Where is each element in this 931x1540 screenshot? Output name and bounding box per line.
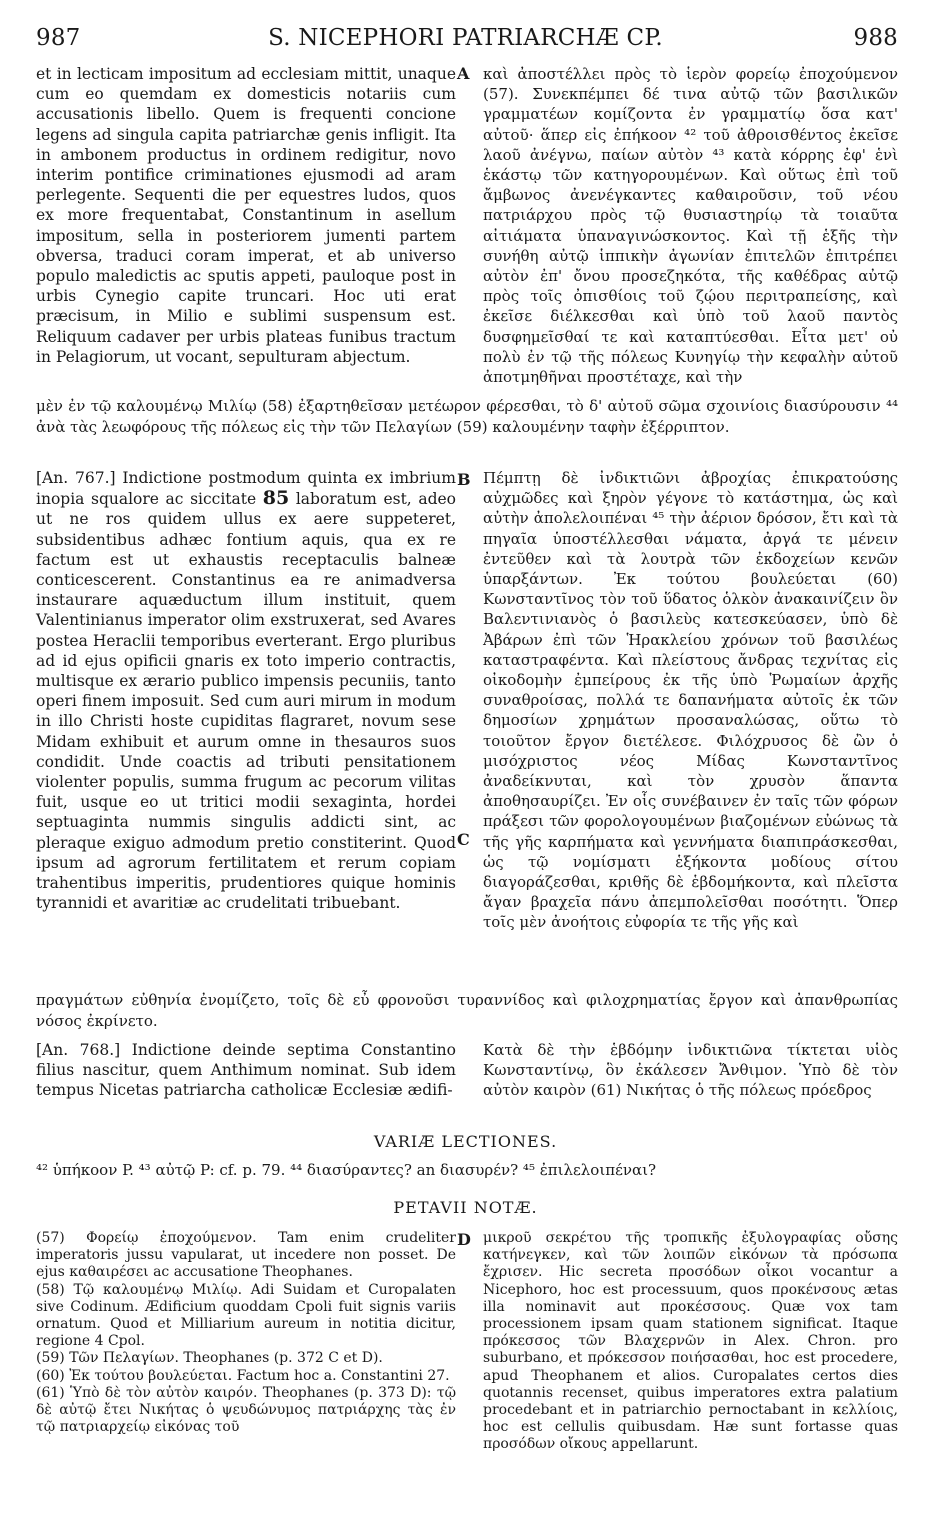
- column-number: 85: [262, 487, 290, 510]
- notes-left-column: [36, 1230, 456, 1436]
- latin-paragraph: [36, 468, 456, 913]
- marker-d: D: [457, 1230, 471, 1249]
- note-60: (60) Ἐκ τούτου βουλεύεται. Factum hoc a. Constantini 27.: [36, 1367, 450, 1384]
- latin-text: laboratum est, adeo ut ne ros quidem ullus ex aere suppeteret, subsidentibus adhæc fontium aquis, qua ex re factum est ut exhaustis receptaculis balneæ conticescerent. Constantinus ea re animadversa instaurare aquæductum illum instituit, quem Valentinianus imperator olim exstruxerat, sed Avares postea Heraclii temporibus everterant. Ergo pluribus ad id ejus opificii gnaris ex toto imperio contractis, multisque ex ærario publico impensis pecuniis, tanto operi finem imposuit. Sed cum auri mirum in modum in illo Christi hoste cupiditas flagraret, novum sese Midam exhibuit et aurum omne in thesauros suos condidit. Unde coactis ad tributi pensitationem violenter populis, summa frugum ac pecorum vilitas fuit, usque eo ut tritici modii sexaginta, hordei septuaginta nummis singulis addicti sint, ac pleraque exiguo admodum pretio constiterint. Quod ipsum ad agrorum fertilitatem et rerum copiam trahentibus imperitis, prudentiores quique hominis tyrannidi et avaritiæ ac crudelitati tribuebant.: [36, 490, 456, 913]
- latin-column-2: [36, 468, 456, 988]
- latin-column-3: [36, 1040, 456, 1101]
- latin-paragraph: et in lecticam impositum ad ecclesiam mittit, unaque cum eo quemdam ex domesticis notariis cum accusationis libello. Quem is frequenti concione legens ad singula capita patriarchæ genis infligit. Ita in ambonem productus in ordinem redigitur, novo interim pontifice criminationes ejusmodi ad aram perlegente. Sequenti die per equestres ludos, quos ex more frequentabat, Constantinum in asellum impositum, sella in posteriorem jumenti partem obversa, traduci coram imperat, et ab universo populo maledictis ac sputis appeti, pauloque post in urbis Cynegio capite truncari. Hoc uti erat præcisum, in Milio e sublimi suspensum est. Reliquum cadaver per urbis plateas funibus tractum in Pelagiorum, ut vocant, sepulturam abjectum.: [36, 65, 456, 366]
- variae-lectiones-line: ⁴² ὑπήκοον P. ⁴³ αὐτῷ P: cf. p. 79. ⁴⁴ διασύραντες? an διασυρέν? ⁴⁵ ἐπιλελοιπέναι?: [36, 1161, 657, 1179]
- greek-full-width-1: μὲν ἐν τῷ καλουμένῳ Μιλίῳ (58) ἐξαρτηθεῖσαν μετέωρον φέρεσθαι, τὸ δ' αὐτοῦ σῶμα σχοινίοις διασύρουσιν ⁴⁴ ἀνὰ τὰς λεωφόρους τῆς πόλεως εἰς τὴν τῶν Πελαγίων (59) καλουμένην ταφὴν ἐξέρριπτον.: [36, 397, 898, 436]
- note-59: (59) Τῶν Πελαγίων. Theophanes (p. 372 C et D).: [36, 1350, 383, 1367]
- latin-text: [An. 767.] Indictione postmodum quinta ex imbrium inopia squalore ac siccitate: [36, 469, 456, 509]
- running-title: S. NICEPHORI PATRIARCHÆ CP.: [268, 25, 663, 51]
- greek-paragraph: Πέμπτῃ δὲ ἰνδικτιῶνι ἀβροχίας ἐπικρατούσης αὐχμῶδες καὶ ξηρὸν γέγονε τὸ κατάστημα, ὡς καὶ αὐτὴν ἀπολελοιπέναι ⁴⁵ τὴν ἀέριον δρόσον, ἔτι καὶ τὰ πηγαῖα ὑποστέλλεσθαι νάματα, ἀργά τε μένειν ἐντεῦθεν καὶ τὰ λουτρὰ τῶν ἐκδοχείων κενῶν ὑπαρξάντων. Ἐκ τούτου βουλεύεται (60) Κωνσταντῖνος τὸν τοῦ ὕδατος ὁλκὸν ἀνακαινίζειν ὃν Βαλεντινιανὸς ὁ βασιλεὺς κατεσκεύασεν, ὑπὸ δὲ Ἀβάρων ἐπὶ τῶν Ἡρακλείου χρόνων τοῦ βασιλέως καταστραφέντα. Καὶ πλείστους ἄνδρας τεχνίτας εἰς οἰκοδομὴν ἐμπείρους ἐκ τῆς ὑπὸ Ῥωμαίων ἀρχῆς συναθροίσας, πολλά τε δαπανήματα αὐτοῖς ἐκ τῶν δημοσίων χρημάτων προσαναλώσας, οὕτω τὸ τοιοῦτον ἔργον διετέλεσε. Φιλόχρυσος δὲ ὢν ὁ μισόχριστος νέος Μίδας Κωνσταντῖνος ἀναδείκνυται, καὶ τὸν χρυσὸν ἅπαντα ἀποθησαυρίζει. Ἐν οἷς συνέβαινεν ἐν ταῖς τῶν φόρων πράξεσι τῶν φορολογουμένων βιαζομένων εὐώνως τὰ τῆς γῆς καρπήματα καὶ γεννήματα διαπιπράσκεσθαι, ὡς τῷ νομίσματι ἑξήκοντα μοδίους σίτου διαγοράζεσθαι, κριθῆς δὲ ἑβδομήκοντα, καὶ πλεῖστα ἄγαν βραχεῖα πάνυ ἀπεμπολεῖσθαι ποσότητι. Ὅπερ τοῖς μὲν ἀνοήτοις εὐφορία τε τῆς γῆς καὶ: [483, 469, 898, 932]
- greek-column-3: [483, 1040, 898, 1101]
- marker-b: B: [457, 470, 471, 489]
- latin-column-1: [36, 64, 456, 394]
- marker-c: C: [457, 830, 470, 849]
- greek-column-1: [483, 64, 898, 394]
- greek-paragraph: Κατὰ δὲ τὴν ἑβδόμην ἰνδικτιῶνα τίκτεται υἱὸς Κωνσταντίνῳ, ὃν ἐκάλεσεν Ἄνθιμον. Ὑπὸ δὲ τὸν αὐτὸν καιρὸν (61) Νικήτας ὁ τῆς πόλεως πρόεδρος: [483, 1041, 898, 1100]
- variae-lectiones-title: VARIÆ LECTIONES.: [373, 1132, 558, 1151]
- greek-paragraph: καὶ ἀποστέλλει πρὸς τὸ ἱερὸν φορείῳ ἐποχούμενον (57). Συνεκπέμπει δέ τινα αὐτῷ τῶν βασιλικῶν γραμματέων κομίζοντα ἐν γραμματίῳ ὅσα κατ' αὐτοῦ· ἅπερ εἰς ἐπήκοον ⁴² τοῦ ἀθροισθέντος ἐκεῖσε λαοῦ ἀνέγνω, παίων αὐτὸν ⁴³ κατὰ κόρρης ἐφ' ἑνὶ ἑκάστῳ τῶν κατηγορουμένων. Καὶ οὕτως ἐπὶ τοῦ ἄμβωνος ἀνενέγκαντες καθαιροῦσιν, τοῦ νέου πατριάρχου πρὸς τῷ θυσιαστηρίῳ τὰ τοιαῦτα αἰτιάματα ὑπαναγινώσκοντος. Καὶ τῇ ἑξῆς τὴν συνήθη αὐτῷ ἱππικὴν ἀγωνίαν ἐπιτελῶν ἐπιτρέπει αὐτὸν ἐπ' ὄνου προσεζηκότα, τῆς καθέδρας αὐτῷ πρὸς τοῖς ὀπισθίοις τοῦ ζῴου περιτραπείσης, καὶ ἐκεῖσε διέλκεσθαι καὶ ὑπὸ τοῦ λαοῦ παντὸς δυσφημεῖσθαί τε καὶ καταπτύεσθαι. Εἶτα μετ' οὐ πολὺ ἐν τῷ τῆς πόλεως Κυνηγίῳ τὴν κεφαλὴν αὐτοῦ ἀποτμηθῆναι προστέταχε, καὶ τὴν: [483, 65, 898, 387]
- marker-a: A: [457, 64, 470, 83]
- greek-full-width-2: πραγμάτων εὐθηνία ἐνομίζετο, τοῖς δὲ εὖ φρονοῦσι τυραννίδος καὶ φιλοχρηματίας ἔργον καὶ ἀπανθρωπίας νόσος ἐκρίνετο.: [36, 991, 898, 1030]
- latin-paragraph: [An. 768.] Indictione deinde septima Constantino filius nascitur, quem Anthimum nominat. Sub idem tempus Nicetas patriarcha catholicæ Ecclesiæ ædifi-: [36, 1041, 456, 1100]
- greek-column-2: [483, 468, 898, 988]
- note-57: (57) Φορείῳ ἐποχούμενον. Tam enim crudeliter imperatoris jussu vapularat, ut incedere non posset. De ejus καθαιρέσει ac accusatione Theophanes.: [36, 1230, 456, 1281]
- page-number-left: 987: [36, 25, 81, 51]
- notes-right-column: [483, 1230, 898, 1454]
- note-61-continued: μικροῦ σεκρέτου τῆς τροπικῆς ἐξυλογραφίας οὔσης κατήνεγκεν, καὶ τῶν λοιπῶν εἰκόνων τὰ πρόσωπα ἔχρισεν. Hic secreta προσόδων οἶκοι vocantur a Nicephoro, hoc est processuum, quos προκένσους ætas illa nominavit aut προκέσσους. Quæ vox tam processionem ipsam quam stationem significat. Itaque πρόκεσσος τῶν Βλαχερνῶν in Alex. Chron. pro suburbano, et πρόκεσσον ποιήσασθαι, hoc est procedere, apud Theophanem et alios. Curopalates certos dies quotannis recenset, quibus imperatores extra palatium procedebant et in patriarchio pernoctabant in κελλίοις, hoc est cellulis quibusdam. Hæ sunt fortasse quas προσόδων οἴκους appellarunt.: [483, 1230, 898, 1453]
- page-number-right: 988: [853, 25, 898, 51]
- note-58: (58) Τῷ καλουμένῳ Μιλίῳ. Adi Suidam et Curopalaten sive Codinum. Ædificium quoddam Cpoli fuit signis variis ornatum. Quod et Milliarium aureum in notitia dicitur, regione 4 Cpol.: [36, 1281, 456, 1350]
- note-61: (61) Ὑπὸ δὲ τὸν αὐτὸν καιρόν. Theophanes (p. 373 D): τῷ δὲ αὐτῷ ἔτει Νικήτας ὁ ψευδώνυμος πατριάρχης τὰς ἐν τῷ πατριαρχείῳ εἰκόνας τοῦ: [36, 1384, 456, 1436]
- petavii-notae-title: PETAVII NOTÆ.: [393, 1198, 538, 1217]
